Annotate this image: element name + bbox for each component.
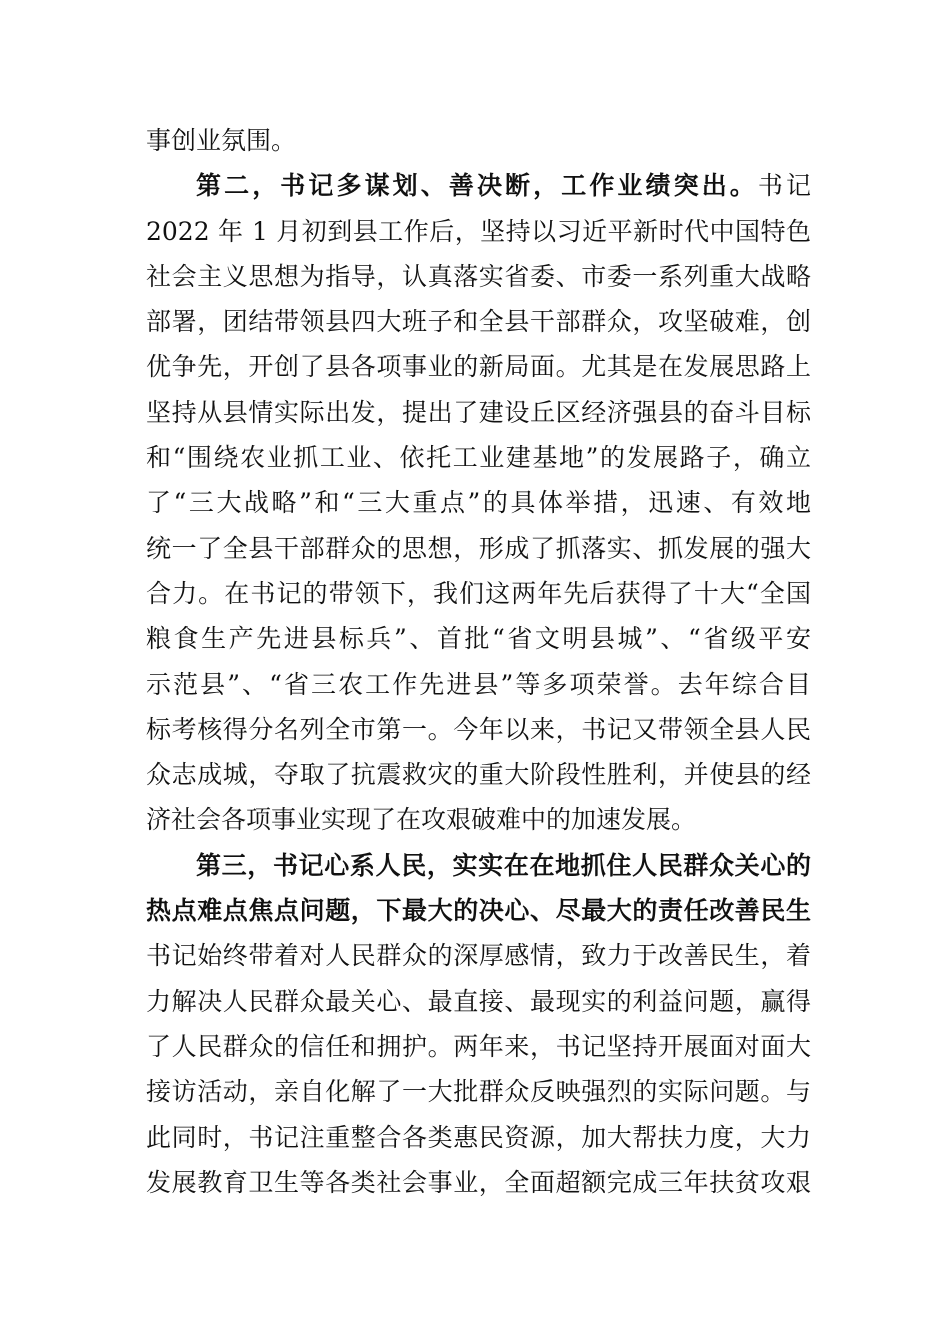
text-line: 力解决人民群众最关心、最直接、最现实的利益问题，赢得 [146,986,811,1016]
text-line: 了人民群众的信任和拥护。两年来，书记坚持开展面对面大 [146,1031,811,1061]
text-line: 合力。在书记的带领下，我们这两年先后获得了十大“全国 [146,578,811,608]
text-line: 第二，书记多谋划、善决断，工作业绩突出。书记 [196,171,811,201]
text-line: 统一了全县干部群众的思想，形成了抓落实、抓发展的强大 [146,533,811,563]
text-line: 标考核得分名列全市第一。今年以来，书记又带领全县人民 [146,714,811,744]
section-heading: 第三，书记心系人民，实实在在地抓住人民群众关心的 [196,850,811,880]
document-body [146,118,811,1205]
text-line: 发展教育卫生等各类社会事业，全面超额完成三年扶贫攻艰 [146,1167,811,1197]
text-line: 示范县”、“省三农工作先进县”等多项荣誉。去年综合目 [146,669,811,699]
text-line: 接访活动，亲自化解了一大批群众反映强烈的实际问题。与 [146,1077,811,1107]
text-line: 部署，团结带领县四大班子和全县干部群众，攻坚破难，创 [146,307,811,337]
text-line: 优争先，开创了县各项事业的新局面。尤其是在发展思路上 [146,352,811,382]
text-line: 粮食生产先进县标兵”、首批“省文明县城”、“省级平安 [146,624,811,654]
text-line: 事创业氛围。 [146,126,297,155]
text-line: 济社会各项事业实现了在攻艰破难中的加速发展。 [146,805,697,835]
text-line: 此同时，书记注重整合各类惠民资源，加大帮扶力度，大力 [146,1122,811,1152]
text-line: 和“围绕农业抓工业、依托工业建基地”的发展路子，确立 [146,443,811,473]
text-line: 社会主义思想为指导，认真落实省委、市委一系列重大战略 [146,261,811,291]
text-line: 众志成城，夺取了抗震救灾的重大阶段性胜利，并使县的经 [146,760,811,790]
section-heading: 第二，书记多谋划、善决断，工作业绩突出。 [196,171,758,201]
text-line: 2022 年 1 月初到县工作后，坚持以习近平新时代中国特色 [146,216,811,246]
text-line: 书记始终带着对人民群众的深厚感情，致力于改善民生，着 [146,941,811,971]
text-line: 了“三大战略”和“三大重点”的具体举措，迅速、有效地 [146,488,811,518]
section-heading: 热点难点焦点问题，下最大的决心、尽最大的责任改善民生 [146,896,811,926]
text-line: 坚持从县情实际出发，提出了建设丘区经济强县的奋斗目标 [146,397,811,427]
